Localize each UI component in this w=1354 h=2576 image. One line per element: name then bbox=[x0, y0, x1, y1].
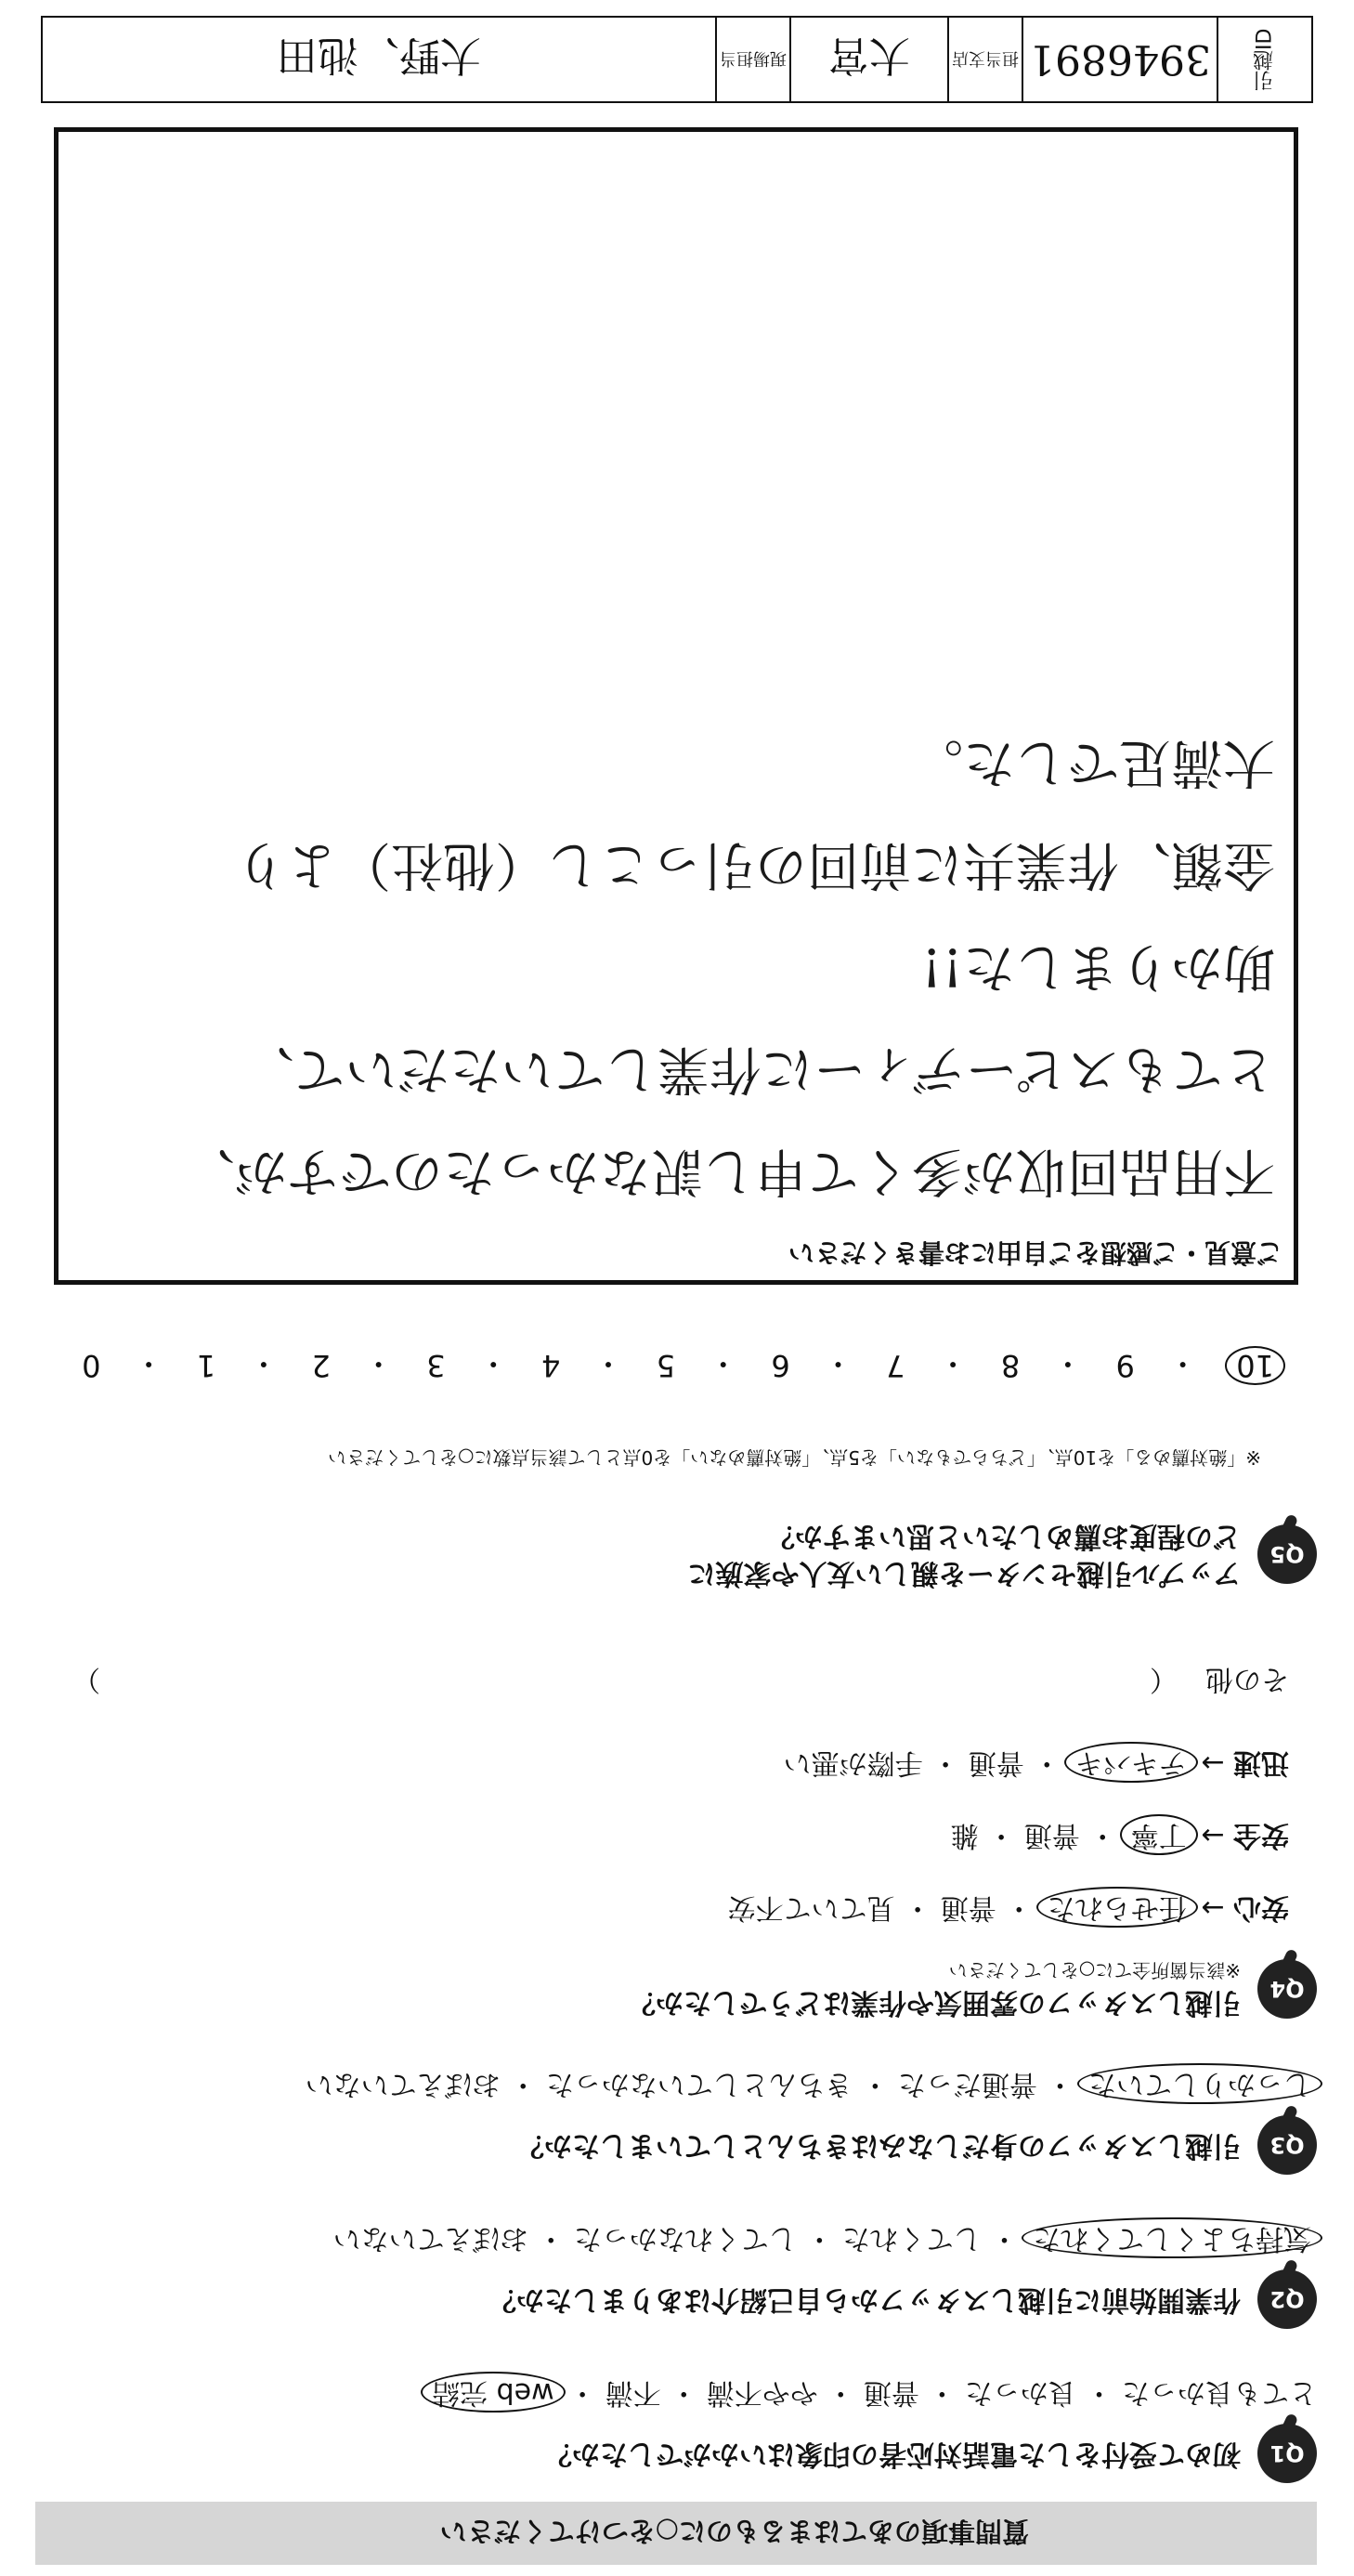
q5-score-selected[interactable]: 10 bbox=[1225, 1346, 1285, 1385]
question-5 bbox=[688, 1517, 1318, 1591]
q1-option-selected[interactable]: web 完結 bbox=[421, 2372, 566, 2413]
q5-note: ※「絶対薦める」を10点、「どちらでもない」を5点、「絶対薦めない」を0点として該当点数に○をしてください bbox=[328, 1446, 1261, 1469]
q5-score[interactable]: 2 bbox=[311, 1348, 331, 1383]
q3-option[interactable]: きちんとしていなかった bbox=[545, 2068, 853, 2100]
comment-line: 金額、作業共に前回の引っこし（他社）より bbox=[235, 834, 1275, 895]
q4-option[interactable]: 普通 bbox=[968, 1746, 1024, 1779]
q1-option[interactable]: 良かった bbox=[964, 2376, 1076, 2409]
q2-option-selected[interactable]: 気持ちよくしてくれた bbox=[1022, 2217, 1322, 2258]
question-3 bbox=[516, 2115, 1317, 2175]
comment-line: 助かりました!! bbox=[920, 936, 1275, 997]
comment-line: とてもスピーディーに作業していただいて、 bbox=[241, 1039, 1275, 1099]
q1-option[interactable]: とても良かった bbox=[1122, 2376, 1317, 2409]
instructions-banner bbox=[35, 2502, 1317, 2565]
comments-label: ご意見・ご感想をご自由にお書きください bbox=[788, 1237, 1282, 1268]
q3-option[interactable]: 普通だった bbox=[897, 2068, 1037, 2100]
q4-other-label: その他 bbox=[1205, 1663, 1289, 1695]
id-label-cell bbox=[1218, 18, 1311, 101]
q4-row-jinsoku: 迅速 → テキパキ ・ 普通 ・ 手際が悪い bbox=[784, 1744, 1289, 1781]
q2-badge: Q2 bbox=[1257, 2269, 1317, 2329]
q4-option-selected[interactable]: 任せられた bbox=[1036, 1887, 1198, 1928]
q5-badge: Q5 bbox=[1257, 1524, 1317, 1584]
q5-score[interactable]: 4 bbox=[540, 1348, 561, 1383]
staff-value: 大野、池田 bbox=[277, 32, 481, 79]
q5-score[interactable]: 5 bbox=[656, 1348, 676, 1383]
branch-value-cell bbox=[791, 18, 949, 101]
q3-option-selected[interactable]: しっかりしていた bbox=[1077, 2063, 1322, 2104]
q1-text: 初めて受付をした電話対応者の印象はいかがでしたか？ bbox=[544, 2438, 1241, 2470]
q3-option[interactable]: おぼえていない bbox=[305, 2068, 501, 2100]
id-value: 3946891 bbox=[1029, 35, 1211, 84]
q5-score[interactable]: 9 bbox=[1115, 1348, 1135, 1383]
staff-value-cell bbox=[43, 18, 717, 101]
q3-badge: Q3 bbox=[1257, 2115, 1317, 2175]
q3-options: しっかりしていた ・ 普通だった ・ きちんとしていなかった ・ おぼえていない bbox=[306, 2065, 1317, 2102]
comments-box[interactable] bbox=[54, 127, 1298, 1285]
q2-option[interactable]: してくれた bbox=[841, 2222, 982, 2255]
q4-row-anzen: 安全 → 丁寧 ・ 普通 ・ 雑 bbox=[951, 1816, 1289, 1853]
q1-option[interactable]: やや不満 bbox=[706, 2376, 818, 2409]
q2-options: 気持ちよくしてくれた ・ してくれた ・ してくれなかった ・ おぼえていない bbox=[333, 2219, 1317, 2256]
q5-text-line2: どの程度お薦めしたいと思いますか？ bbox=[767, 1520, 1241, 1552]
q3-text: 引越しスタッフの身だしなみはきちんとしていましたか？ bbox=[516, 2129, 1241, 2162]
q2-option[interactable]: してくれなかった bbox=[573, 2222, 797, 2255]
q4-other-open: （ bbox=[1150, 1663, 1178, 1695]
q5-scale: 10 ・ 9 ・ 8 ・ 7 ・ 6 ・ 5 ・ 4 ・ 3 ・ 2 ・ 1 ・ 0 bbox=[82, 1344, 1280, 1387]
q4-badge: Q4 bbox=[1257, 1959, 1317, 2019]
branch-value: 大宮 bbox=[828, 32, 910, 79]
q4-other bbox=[72, 1660, 1289, 1697]
admin-info-table bbox=[41, 16, 1313, 103]
q4-option[interactable]: 普通 bbox=[1023, 1819, 1080, 1851]
q4-row-label: 安心 bbox=[1233, 1891, 1289, 1924]
q4-text: 引越しスタッフの雰囲気や作業はどうでしたか？ bbox=[628, 1986, 1241, 2019]
question-2 bbox=[488, 2269, 1317, 2329]
comment-line: 不用品回収が多くて申し訳なかったのですが、 bbox=[183, 1141, 1275, 1201]
banner-text: 質問事項のあてはまるものに○をつけてください bbox=[439, 2516, 1029, 2548]
q4-option-selected[interactable]: テキパキ bbox=[1064, 1742, 1198, 1783]
q4-option-selected[interactable]: 丁寧 bbox=[1120, 1814, 1198, 1855]
q1-options: とても良かった ・ 良かった ・ 普通 ・ やや不満 ・ 不満 ・ web 完結 bbox=[426, 2373, 1317, 2411]
q4-other-close: ） bbox=[72, 1663, 100, 1695]
q2-text: 作業開始前に引越しスタッフから自己紹介はありましたか？ bbox=[488, 2283, 1241, 2316]
q5-text-line1: アップル引越センターを親しい友人や家族に bbox=[687, 1557, 1241, 1589]
q5-score[interactable]: 7 bbox=[886, 1348, 905, 1383]
q4-row-label: 安全 bbox=[1233, 1819, 1289, 1851]
q4-note: ※該当箇所全てに○をしてください bbox=[948, 1959, 1241, 1981]
branch-label: 担当支店 bbox=[952, 47, 1019, 72]
comment-line: 大満足でした。 bbox=[911, 732, 1275, 792]
q1-option[interactable]: 普通 bbox=[863, 2376, 919, 2409]
q4-row-anshin: 安心 → 任せられた ・ 普通 ・ 見ていて不安 bbox=[728, 1889, 1289, 1926]
staff-label: 現場担当 bbox=[720, 47, 787, 72]
branch-label-cell bbox=[949, 18, 1023, 101]
question-4 bbox=[628, 1957, 1317, 2020]
q4-option[interactable]: 雑 bbox=[950, 1819, 979, 1851]
staff-label-cell bbox=[717, 18, 791, 101]
q4-option[interactable]: 普通 bbox=[940, 1891, 996, 1924]
q5-score[interactable]: 8 bbox=[1000, 1348, 1021, 1383]
q1-option[interactable]: 不満 bbox=[605, 2376, 661, 2409]
q5-score[interactable]: 3 bbox=[426, 1348, 446, 1383]
question-1 bbox=[544, 2424, 1317, 2483]
id-label: 引越ID bbox=[1251, 28, 1280, 90]
q5-score[interactable]: 6 bbox=[771, 1348, 790, 1383]
q4-other-field[interactable] bbox=[100, 1660, 1150, 1697]
id-value-cell bbox=[1023, 18, 1218, 101]
q5-score[interactable]: 0 bbox=[82, 1348, 101, 1383]
q1-badge: Q1 bbox=[1257, 2424, 1317, 2483]
q2-option[interactable]: おぼえていない bbox=[332, 2222, 528, 2255]
q4-option[interactable]: 手際が悪い bbox=[783, 1746, 923, 1779]
q5-score[interactable]: 1 bbox=[196, 1348, 216, 1383]
q4-row-label: 迅速 bbox=[1233, 1746, 1289, 1779]
q4-option[interactable]: 見ていて不安 bbox=[727, 1891, 895, 1924]
